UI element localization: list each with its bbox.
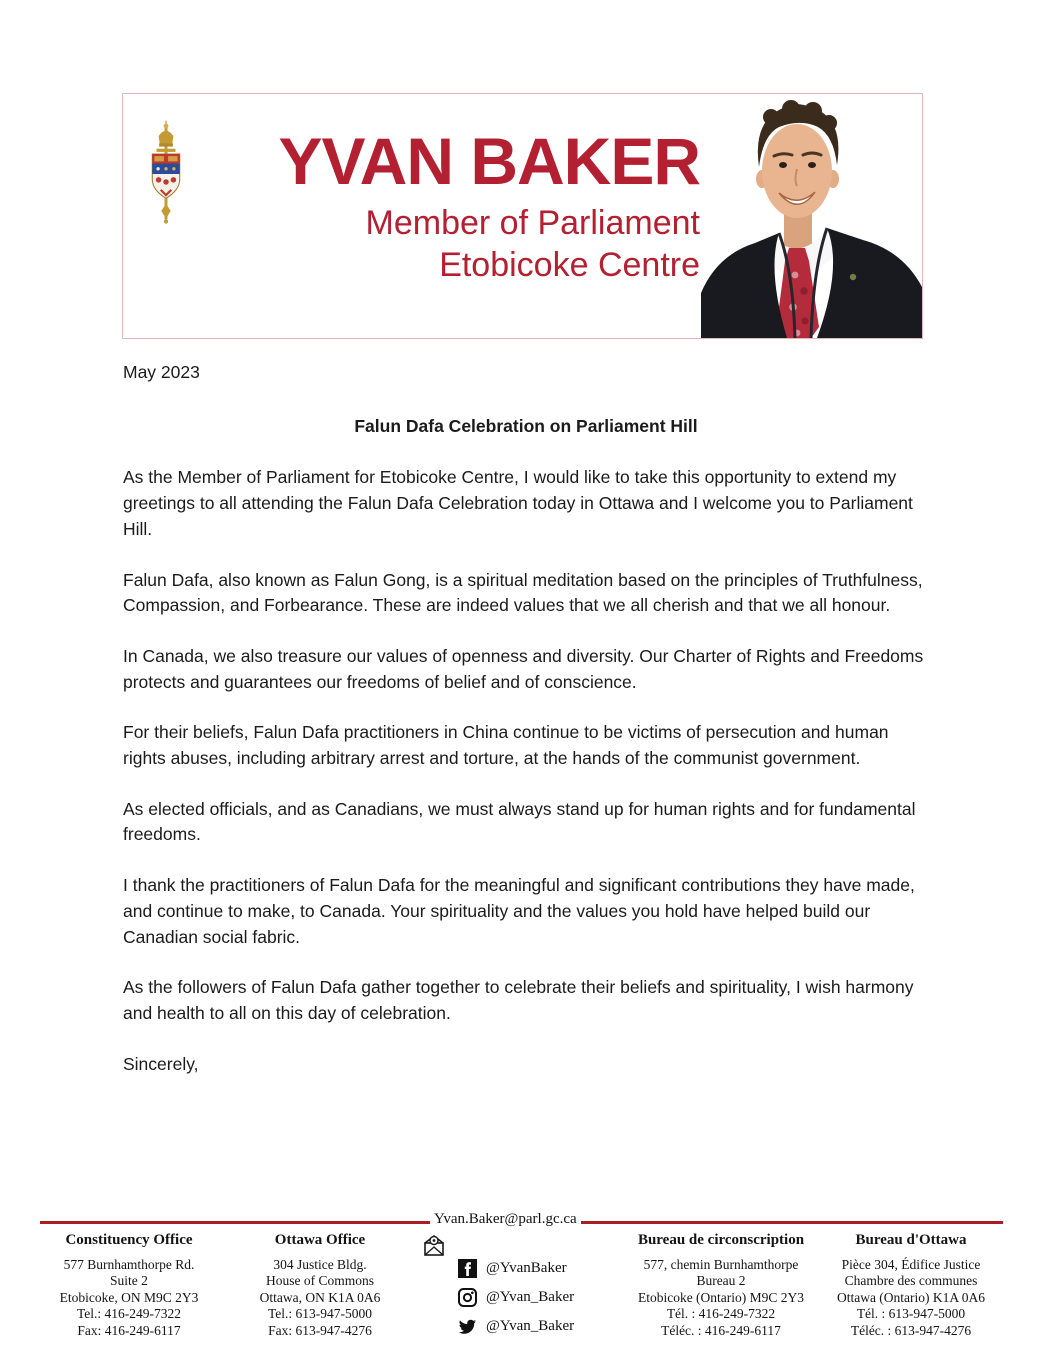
mp-riding: Etobicoke Centre: [439, 246, 700, 284]
office-line: Téléc. : 613-947-4276: [850, 1322, 972, 1338]
email-address: Yvan.Baker@parl.gc.ca: [430, 1211, 581, 1228]
office-line: Pièce 304, Édifice Justice: [841, 1256, 981, 1272]
house-of-commons-mace-icon: [147, 120, 185, 226]
social-media-block: [458, 1258, 574, 1345]
office-line: Tel.: 613-947-5000: [267, 1306, 373, 1321]
office-line: Bureau 2: [696, 1273, 746, 1288]
letter-closing: Sincerely,: [123, 1053, 199, 1074]
letter-paragraph: As the followers of Falun Dafa gather together to celebrate their beliefs and spirituality, I wish harmony and health to all on this day of celebration.: [123, 977, 914, 1023]
header-title-block: [279, 126, 700, 286]
facebook-row: [458, 1258, 574, 1278]
office-line: Etobicoke, ON M9C 2Y3: [59, 1289, 199, 1305]
letter-paragraph: In Canada, we also treasure our values of openness and diversity. Our Charter of Rights and Freedoms protects and guarantees our freedoms of belief and of conscience.: [123, 645, 924, 692]
instagram-row: [458, 1287, 574, 1307]
office-line: Tél. : 613-947-5000: [856, 1306, 966, 1321]
office-line: Tél. : 416-249-7322: [666, 1306, 776, 1321]
header-banner: [122, 93, 923, 339]
office-line: House of Commons: [266, 1273, 374, 1288]
instagram-icon: [458, 1288, 477, 1307]
office-line: Ottawa (Ontario) K1A 0A6: [836, 1289, 986, 1305]
twitter-handle: @Yvan_Baker: [486, 1317, 575, 1334]
mp-portrait-photo: [701, 95, 922, 338]
office-circonscription: [630, 1232, 812, 1339]
letter-paragraph: As the Member of Parliament for Etobicoke Centre, I would like to take this opportunity to extend my greetings to all attending the Falun Dafa Celebration today in Ottawa and I welcome you to Parliament Hill.: [123, 467, 913, 539]
facebook-handle: @YvanBaker: [486, 1259, 567, 1276]
letter-paragraph: Falun Dafa, also known as Falun Gong, is a spiritual meditation based on the principles of Truthfulness, Compassion, and Forbearance. These are indeed values that we all cherish and that we all honour.: [123, 569, 923, 616]
letter-date: May 2023: [123, 362, 200, 382]
office-line: Fax: 416-249-6117: [77, 1322, 181, 1338]
office-title: Bureau de circonscription: [637, 1232, 805, 1248]
letter-body: [123, 360, 929, 1102]
office-title: Constituency Office: [65, 1232, 193, 1248]
office-title: Ottawa Office: [274, 1232, 366, 1248]
twitter-row: [458, 1316, 574, 1336]
office-line: Téléc. : 416-249-6117: [661, 1322, 781, 1338]
letter-paragraph: As elected officials, and as Canadians, we must always stand up for human rights and for fundamental freedoms.: [123, 798, 916, 845]
office-line: 304 Justice Bldg.: [273, 1256, 367, 1272]
twitter-icon: [458, 1317, 477, 1336]
office-line: Ottawa, ON K1A 0A6: [259, 1289, 381, 1305]
envelope-icon: [421, 1232, 447, 1258]
office-line: 577, chemin Burnhamthorpe: [643, 1256, 799, 1272]
office-line: Etobicoke (Ontario) M9C 2Y3: [637, 1289, 805, 1305]
office-bureau-ottawa: [822, 1232, 1000, 1339]
office-line: Chambre des communes: [844, 1273, 978, 1288]
office-ottawa: [242, 1232, 398, 1339]
instagram-handle: @Yvan_Baker: [486, 1288, 575, 1305]
office-line: Suite 2: [110, 1273, 148, 1288]
office-title: Bureau d'Ottawa: [855, 1232, 967, 1248]
letter-title: Falun Dafa Celebration on Parliament Hill: [354, 415, 698, 436]
office-line: Fax: 613-947-4276: [268, 1322, 372, 1338]
office-line: Tel.: 416-249-7322: [76, 1306, 182, 1321]
facebook-icon: [458, 1259, 477, 1278]
mp-role: Member of Parliament: [365, 204, 700, 242]
letter-paragraph: For their beliefs, Falun Dafa practitioners in China continue to be victims of persecution and human rights abuses, including arbitrary arrest and torture, at the hands of the communist government.: [123, 722, 889, 769]
letter-paragraph: I thank the practitioners of Falun Dafa for the meaningful and significant contributions they have made, and continue to make, to Canada. Your spirituality and the values you hold have helped build our Canadian social fabric.: [123, 875, 915, 947]
office-constituency: [46, 1232, 212, 1339]
mp-name: YVAN BAKER: [278, 124, 700, 198]
office-line: 577 Burnhamthorpe Rd.: [63, 1256, 195, 1272]
